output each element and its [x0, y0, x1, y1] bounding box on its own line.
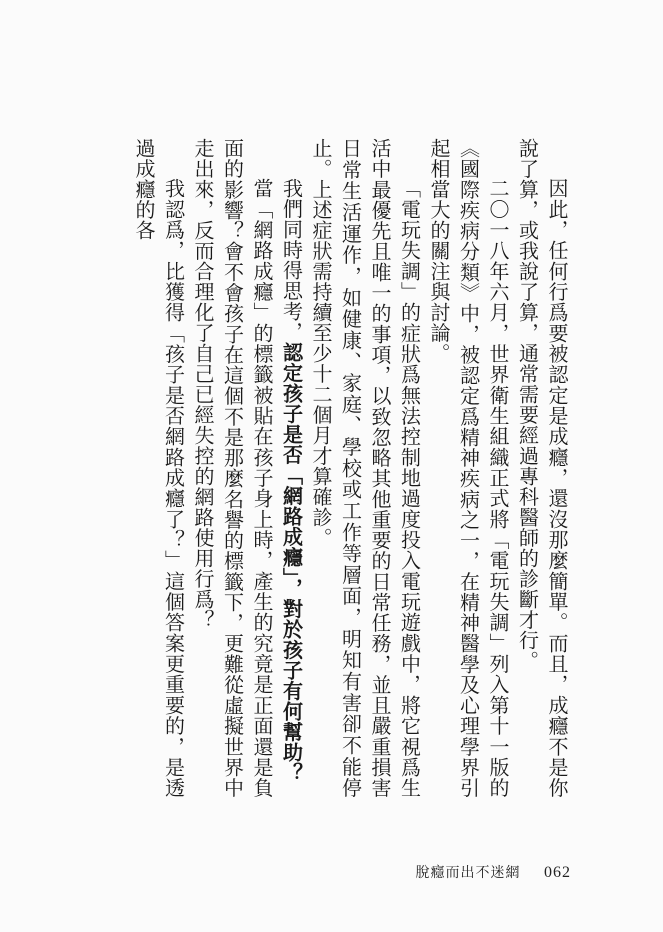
paragraph-3: 「電玩失調」的症狀爲無法控制地過度投入電玩遊戲中，將它視爲生活中最優先且唯一的事項，以致忽略其他重要的日常任務，並且嚴重損害日常生活運作，如健康、家庭、學校或工作等層面，明知有害卻不能停止。上述症狀需持續至少十二個月才算確診。 [309, 138, 422, 798]
paragraph-4-emphasis: 認定孩子是否「網路成癮」，對於孩子有何幫助？ [279, 342, 304, 783]
vertical-text-body [71, 138, 571, 798]
page-number: 062 [544, 864, 571, 881]
paragraph-5: 當「網路成癮」的標籤被貼在孩子身上時，產生的究竟是正面還是負面的影響？會不會孩子在這個不是那麼名譽的標籤下，更難從虛擬世界中走出來，反而合理化了自己已經失控的網路使用行爲？ [191, 138, 274, 798]
paragraph-6: 我認爲，比獲得「孩子是否網路成癮了？」這個答案更重要的，是透過成癮的各 [132, 138, 186, 798]
paragraph-4-lead: 我們同時得思考， [279, 178, 304, 342]
paragraph-1: 因此，任何行爲要被認定是成癮，還沒那麼簡單。而且，成癮不是你說了算，或我說了算，通常需要經過專科醫師的診斷才行。 [515, 138, 569, 798]
running-title: 脫癮而出不迷網 [415, 865, 521, 881]
page-footer [416, 862, 571, 882]
paragraph-4 [276, 138, 306, 798]
paragraph-2: 二〇一八年六月，世界衛生組織正式將「電玩失調」列入第十一版的《國際疾病分類》中，被認定爲精神疾病之一，在精神醫學及心理學界引起相當大的關注與討論。 [427, 138, 510, 798]
